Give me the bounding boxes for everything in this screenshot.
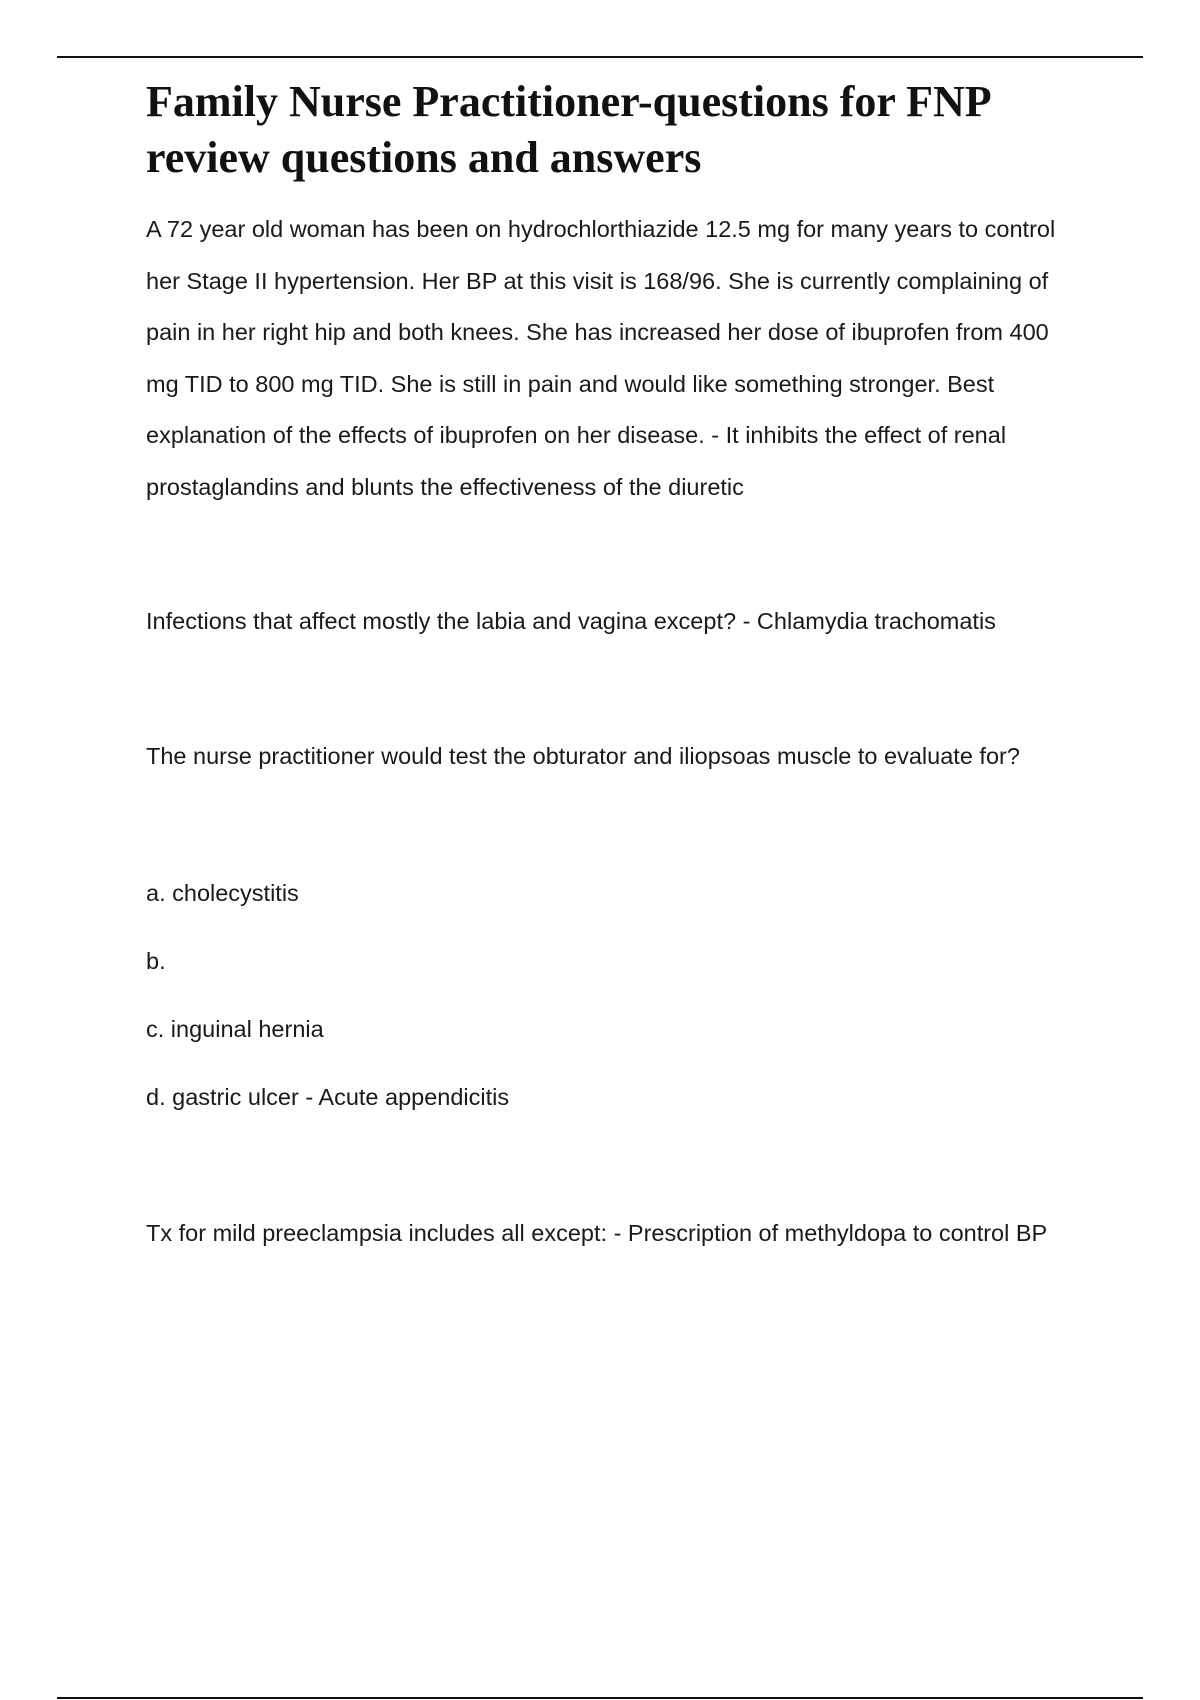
question-2: Infections that affect mostly the labia and vagina except? - Chlamydia trachomatis [146, 608, 996, 634]
question-3-option-d: d. gastric ulcer - Acute appendicitis [146, 1084, 510, 1110]
question-4: Tx for mild preeclampsia includes all except: - Prescription of methyldopa to control BP [146, 1220, 1048, 1246]
spacer [146, 1131, 1086, 1208]
question-3: The nurse practitioner would test the obturator and iliopsoas muscle to evaluate for? [146, 742, 1020, 769]
question-3-option-b: b. [146, 948, 166, 974]
document-body [146, 74, 1086, 1260]
document-title: Family Nurse Practitioner-questions for FNP review questions and answers [146, 77, 990, 182]
bottom-rule [57, 1697, 1143, 1699]
spacer [146, 782, 1086, 859]
question-3-option-a: a. cholecystitis [146, 880, 299, 906]
spacer [146, 648, 1086, 731]
question-1: A 72 year old woman has been on hydrochlorthiazide 12.5 mg for many years to control her Stage II hypertension. Her BP at this visit is 168/96. She is currently complaining of pain in her right hip and both knees. She has increased her dose of ibuprofen from 400 mg TID to 800 mg TID. She is still in pain and would like something stronger. Best explanation of the effects of ibuprofen on her disease. - It inhibits the effect of renal prostaglandins and blunts the effectiveness of the diuretic [146, 216, 1056, 500]
top-rule [57, 56, 1143, 58]
question-3-option-c: c. inguinal hernia [146, 1016, 324, 1042]
spacer [146, 513, 1086, 596]
